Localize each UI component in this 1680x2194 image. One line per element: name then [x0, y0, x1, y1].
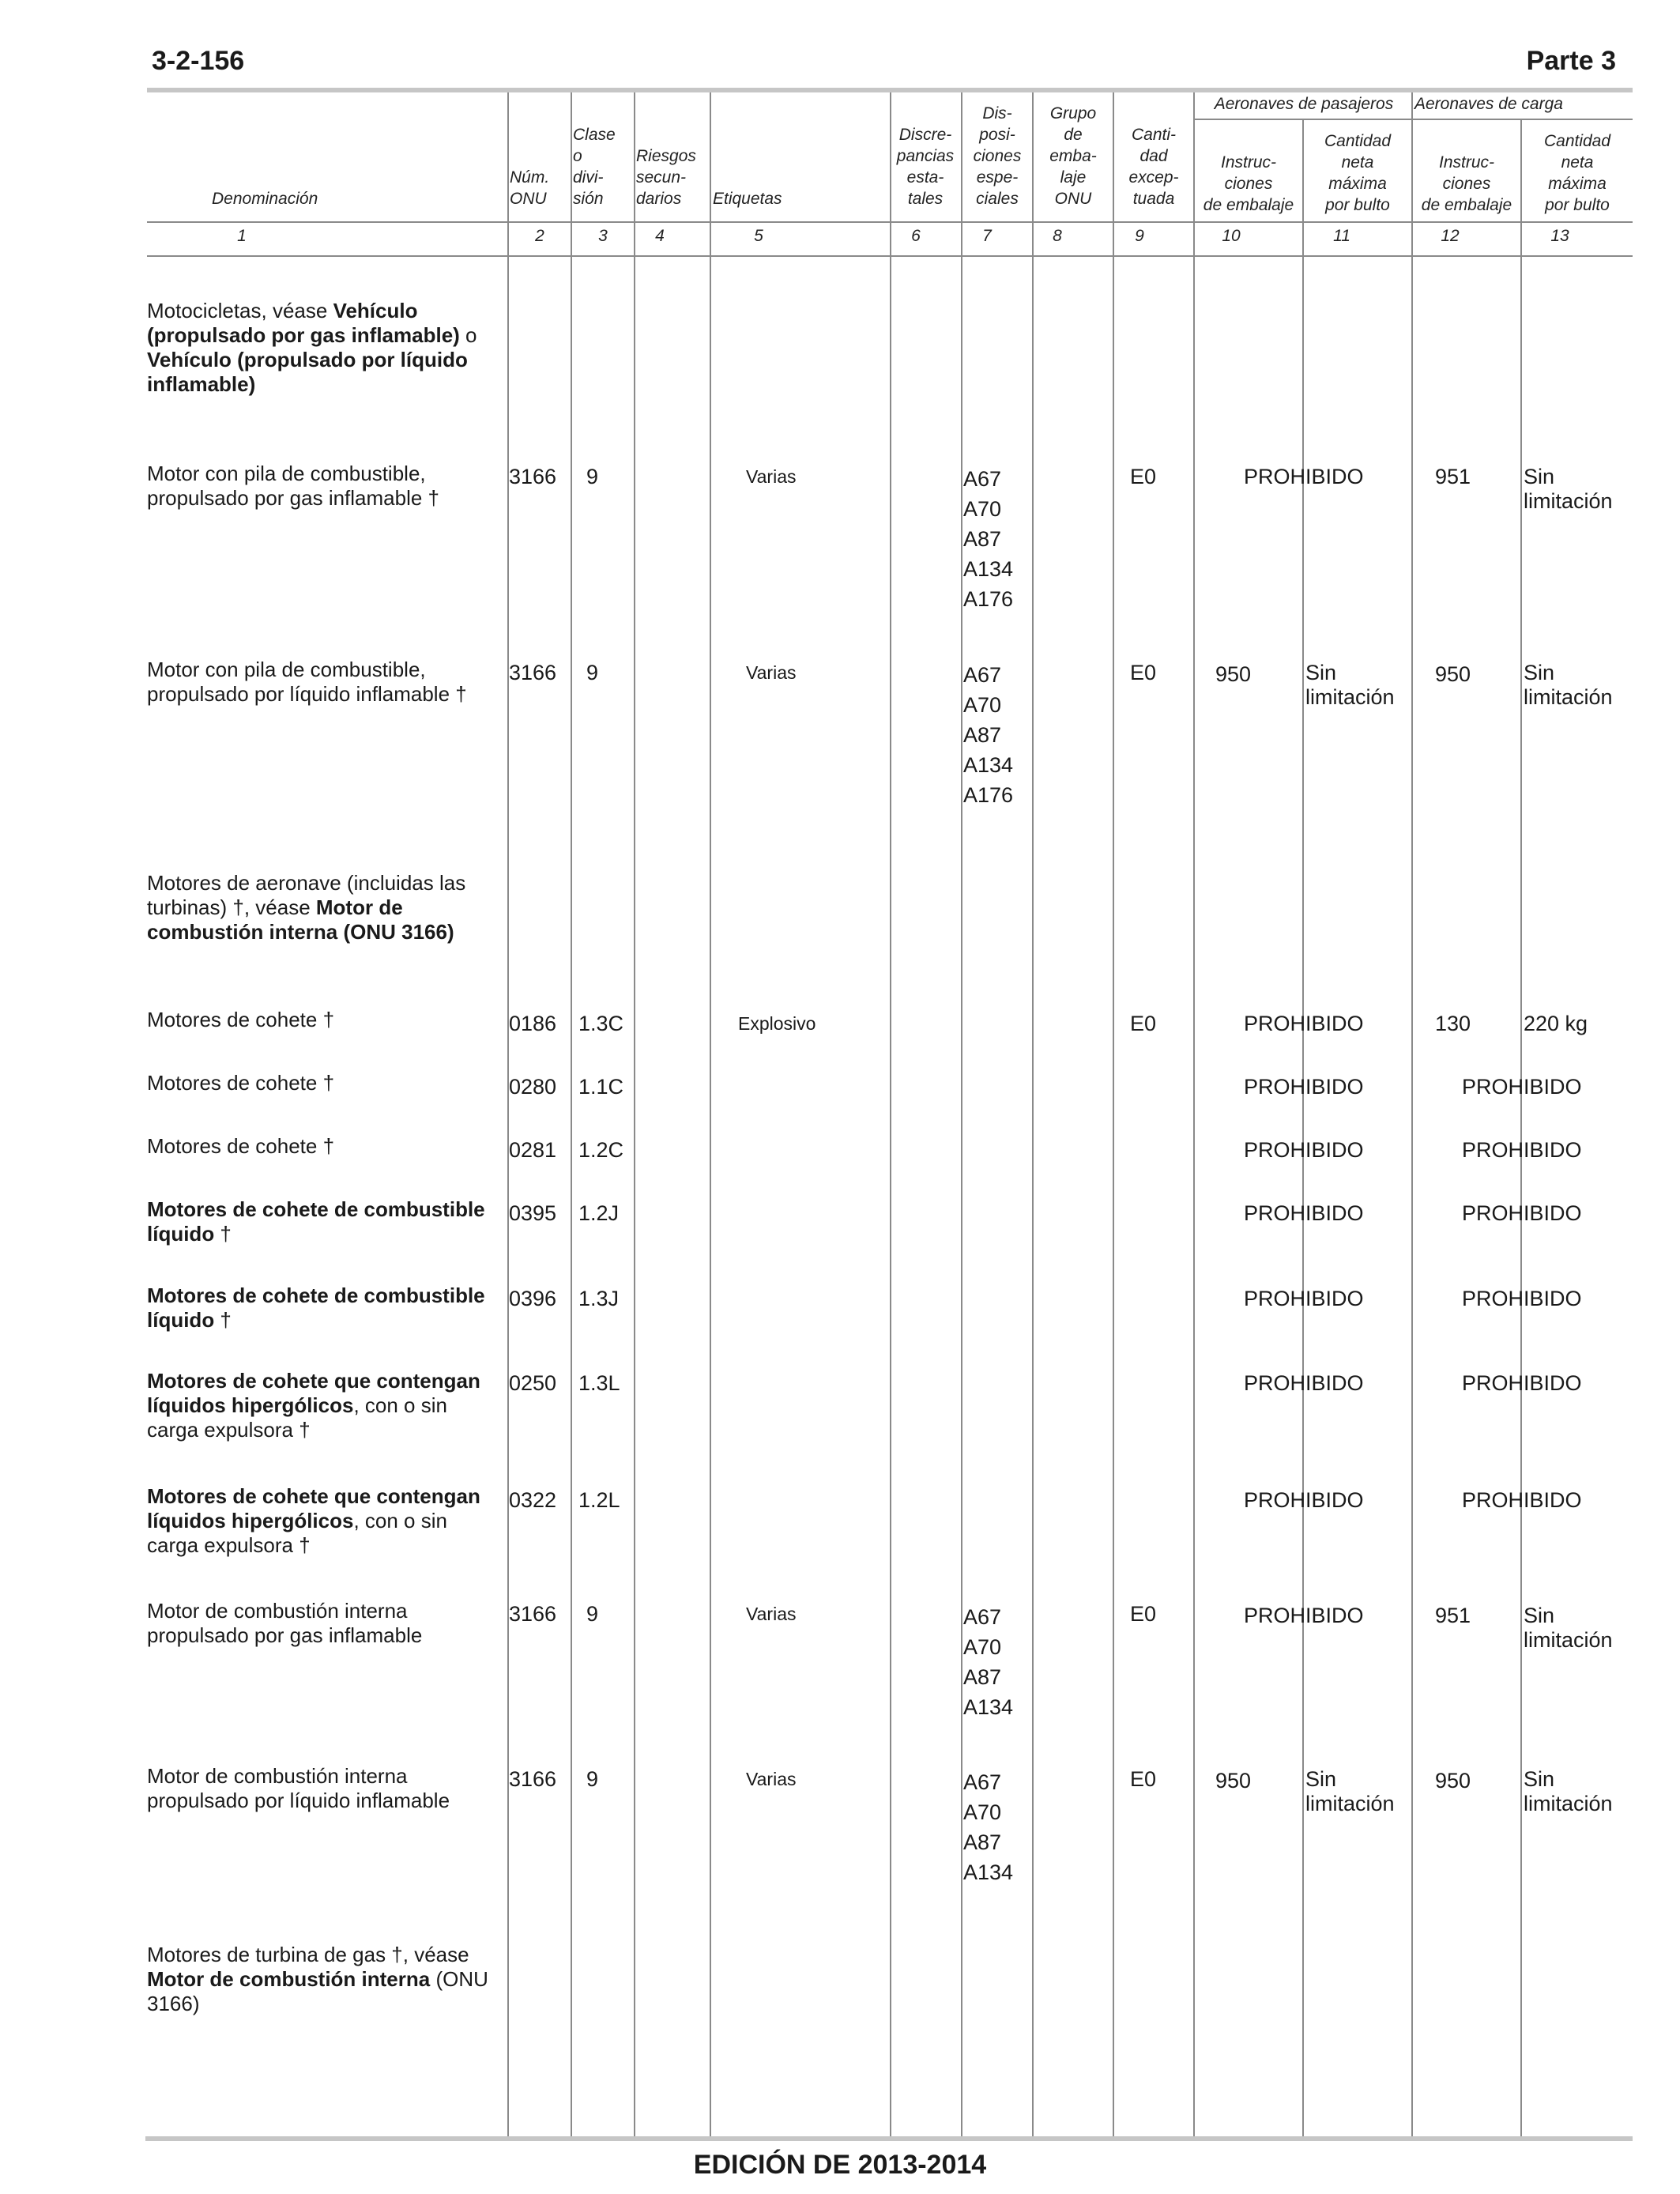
col-number: 11 [1333, 227, 1350, 245]
header-grupo-embalaje: Grupo de emba- laje ONU [1049, 104, 1097, 208]
header-riesgos: Riesgos secun- darios [636, 147, 696, 208]
special-provisions: A67 A70 A87 A134 A176 [963, 663, 1014, 807]
class-division: 1.3J [578, 1287, 620, 1310]
prohibited-right: IBIDO [1305, 465, 1364, 488]
prohibited-left: PROH [1462, 1287, 1524, 1310]
un-number: 0186 [509, 1012, 557, 1035]
prohibited-right: IBIDO [1524, 1371, 1582, 1395]
entry-name: Motor de combustión interna propulsado por líquido inflamable [147, 1764, 450, 1812]
passenger-quantity: Sin limitación [1305, 661, 1395, 709]
entry-name: Motor de combustión interna propulsado por gas inflamable [147, 1599, 423, 1647]
prohibited-left: PROH [1244, 1201, 1306, 1225]
un-number: 3166 [509, 661, 557, 684]
prohibited-left: PROH [1244, 1287, 1306, 1310]
prohibited-right: IBIDO [1524, 1075, 1582, 1099]
prohibited-left: PROH [1244, 1138, 1306, 1162]
header-clase: Clase o divi- sión [573, 126, 616, 208]
entry-name: Motor con pila de combustible, propulsado por líquido inflamable † [147, 658, 467, 706]
cargo-instructions: 951 [1435, 1604, 1471, 1627]
col-number: 13 [1550, 227, 1569, 245]
entry-name: Motores de cohete de combustible líquido † [147, 1284, 485, 1332]
header-instrucciones-carga: Instruc- ciones de embalaje [1421, 153, 1512, 214]
un-number: 0396 [509, 1287, 557, 1310]
cargo-instructions: 950 [1435, 662, 1471, 686]
prohibited-right: IBIDO [1524, 1287, 1582, 1310]
header-num-onu: Núm. ONU [510, 168, 550, 208]
un-number: 3166 [509, 1767, 557, 1791]
prohibited-right: IBIDO [1524, 1138, 1582, 1162]
passenger-instructions: 950 [1215, 1769, 1252, 1793]
un-number: 3166 [509, 1602, 557, 1626]
class-division: 1.3C [578, 1012, 624, 1035]
un-number: 3166 [509, 465, 557, 488]
class-division: 1.2L [578, 1488, 620, 1512]
part-label: Parte 3 [1526, 46, 1616, 76]
class-division: 1.3L [578, 1371, 620, 1395]
col-number: 7 [982, 227, 992, 245]
entry-name: Motores de cohete † [147, 1071, 335, 1095]
header-discrepancias: Discre- pancias esta- tales [896, 126, 955, 208]
prohibited-left: PROH [1244, 1012, 1306, 1035]
cargo-quantity: Sin limitación [1524, 465, 1613, 513]
prohibited-left: PROH [1462, 1075, 1524, 1099]
label-text: Varias [746, 662, 797, 683]
header-etiquetas: Etiquetas [713, 190, 782, 208]
bottom-rule [145, 2136, 1633, 2141]
prohibited-left: PROH [1244, 1371, 1306, 1395]
entry-name: Motores de aeronave (incluidas las turbinas) †, véase Motor de combustión interna (ONU 3166) [147, 871, 466, 944]
prohibited-right: IBIDO [1305, 1138, 1364, 1162]
header-disposiciones: Dis- posi- ciones espe- ciales [973, 104, 1022, 208]
entry-name: Motor con pila de combustible, propulsado por gas inflamable † [147, 462, 440, 510]
cargo-quantity: Sin limitación [1524, 661, 1613, 709]
header-cantidad-exceptuada: Canti- dad excep- tuada [1128, 126, 1179, 208]
header-denominacion: Denominación [212, 190, 318, 208]
col-number: 4 [655, 227, 665, 245]
class-division: 9 [586, 465, 599, 488]
prohibited-left: PROH [1244, 1604, 1306, 1627]
class-division: 1.1C [578, 1075, 624, 1099]
prohibited-right: IBIDO [1524, 1201, 1582, 1225]
col-number: 12 [1441, 227, 1460, 245]
excepted-quantity: E0 [1130, 1602, 1157, 1626]
prohibited-right: IBIDO [1305, 1012, 1364, 1035]
entry-name: Motores de turbina de gas †, véase Motor de combustión interna (ONU 3166) [147, 1943, 488, 2015]
un-number: 0250 [509, 1371, 557, 1395]
cargo-instructions: 950 [1435, 1769, 1471, 1793]
prohibited-left: PROH [1462, 1201, 1524, 1225]
un-number: 0281 [509, 1138, 557, 1162]
col-number: 10 [1222, 227, 1241, 245]
prohibited-left: PROH [1462, 1371, 1524, 1395]
excepted-quantity: E0 [1130, 1012, 1157, 1035]
prohibited-left: PROH [1244, 1488, 1306, 1512]
edition-footer: EDICIÓN DE 2013-2014 [693, 2150, 987, 2180]
cargo-instructions: 130 [1435, 1012, 1471, 1035]
label-text: Varias [746, 466, 797, 487]
entry-name: Motores de cohete que contengan líquidos hipergólicos, con o sin carga expulsora † [147, 1484, 480, 1557]
excepted-quantity: E0 [1130, 661, 1157, 684]
class-division: 9 [586, 1602, 599, 1626]
page-number: 3-2-156 [152, 46, 245, 76]
prohibited-right: IBIDO [1305, 1488, 1364, 1512]
special-provisions: A67 A70 A87 A134 [963, 1605, 1014, 1719]
excepted-quantity: E0 [1130, 1767, 1157, 1791]
col-number: 1 [237, 227, 247, 245]
prohibited-left: PROH [1462, 1488, 1524, 1512]
col-number: 2 [535, 227, 544, 245]
label-text: Varias [746, 1769, 797, 1789]
prohibited-left: PROH [1244, 465, 1306, 488]
class-division: 1.2C [578, 1138, 624, 1162]
label-text: Varias [746, 1604, 797, 1624]
un-number: 0280 [509, 1075, 557, 1099]
special-provisions: A67 A70 A87 A134 A176 [963, 467, 1014, 611]
cargo-quantity: Sin limitación [1524, 1604, 1613, 1652]
passenger-instructions: 950 [1215, 662, 1252, 686]
prohibited-left: PROH [1462, 1138, 1524, 1162]
entry-name: Motores de cohete † [147, 1008, 335, 1031]
col-number: 8 [1053, 227, 1062, 245]
special-provisions: A67 A70 A87 A134 [963, 1770, 1014, 1884]
prohibited-left: PROH [1244, 1075, 1306, 1099]
class-division: 1.2J [578, 1201, 620, 1225]
cargo-quantity: 220 kg [1524, 1012, 1588, 1035]
prohibited-right: IBIDO [1524, 1488, 1582, 1512]
header-cantidad-pax: Cantidad neta máxima por bulto [1324, 132, 1392, 214]
prohibited-right: IBIDO [1305, 1371, 1364, 1395]
un-number: 0395 [509, 1201, 557, 1225]
prohibited-right: IBIDO [1305, 1604, 1364, 1627]
header-cantidad-carga: Cantidad neta máxima por bulto [1543, 132, 1611, 214]
entry-name: Motores de cohete † [147, 1134, 335, 1158]
cargo-instructions: 951 [1435, 465, 1471, 488]
excepted-quantity: E0 [1130, 465, 1157, 488]
header-cargo-aircraft: Aeronaves de carga [1414, 95, 1563, 113]
col-number: 5 [754, 227, 763, 245]
class-division: 9 [586, 661, 599, 684]
class-division: 9 [586, 1767, 599, 1791]
label-text: Explosivo [738, 1013, 816, 1034]
cargo-quantity: Sin limitación [1524, 1767, 1613, 1815]
col-number: 9 [1135, 227, 1144, 245]
passenger-quantity: Sin limitación [1305, 1767, 1395, 1815]
col-number: 3 [598, 227, 608, 245]
prohibited-right: IBIDO [1305, 1201, 1364, 1225]
col-number: 6 [911, 227, 921, 245]
entry-name: Motores de cohete de combustible líquido † [147, 1197, 485, 1246]
prohibited-right: IBIDO [1305, 1075, 1364, 1099]
entry-name: Motocicletas, véase Vehículo (propulsado por gas inflamable) o Vehículo (propulsado por líquido inflamable) [147, 299, 477, 396]
header-passenger-aircraft: Aeronaves de pasajeros [1214, 95, 1394, 113]
header-instrucciones-pax: Instruc- ciones de embalaje [1203, 153, 1294, 214]
un-number: 0322 [509, 1488, 557, 1512]
prohibited-right: IBIDO [1305, 1287, 1364, 1310]
entry-name: Motores de cohete que contengan líquidos hipergólicos, con o sin carga expulsora † [147, 1369, 480, 1442]
